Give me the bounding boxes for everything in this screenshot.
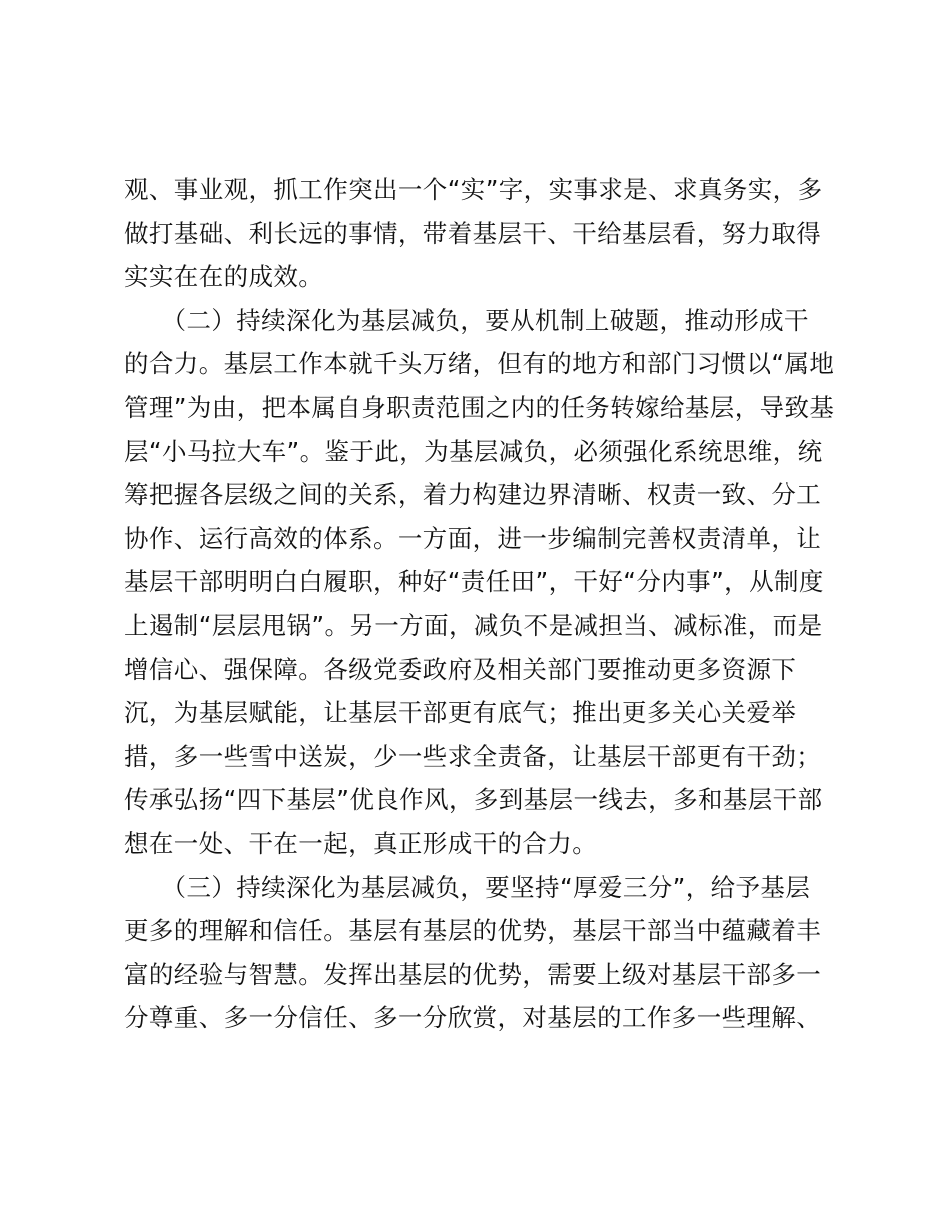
paragraph-3-start: （三）持续深化为基层减负，要坚持“厚爱三分”，给予基层 [124, 872, 811, 902]
text-line: 筹把握各层级之间的关系，着力构建边界清晰、权责一致、分工 [124, 480, 822, 510]
text-line: 观、事业观，抓工作突出一个“实”字，实事求是、求真务实，多 [124, 175, 823, 204]
text-line: 管理”为由，把本属自身职责范围之内的任务转嫁给基层，导致基 [124, 392, 835, 422]
body-text [124, 168, 844, 1040]
text-line: 分尊重、多一分信任、多一分欣赏，对基层的工作多一些理解、 [124, 1003, 822, 1033]
text-line: 协作、运行高效的体系。一方面，进一步编制完善权责清单，让 [124, 523, 822, 553]
text-line: 做打基础、利长远的事情，带着基层干、干给基层看，努力取得 [124, 218, 822, 248]
text-line: 想在一处、干在一起，真正形成干的合力。 [124, 828, 598, 858]
text-line: 措，多一些雪中送炭，少一些求全责备，让基层干部更有干劲； [124, 741, 822, 771]
text-line: 基层干部明明白白履职，种好“责任田”，干好“分内事”，从制度 [124, 567, 824, 597]
text-line: 上遏制“层层甩锅”。另一方面，减负不是减担当、减标准，而是 [124, 610, 823, 640]
text-line: 传承弘扬“四下基层”优良作风，多到基层一线去，多和基层干部 [124, 785, 823, 815]
text-line: 增信心、强保障。各级党委政府及相关部门要推动更多资源下 [124, 654, 797, 684]
text-line: 实实在在的成效。 [124, 262, 324, 292]
paragraph-2-start: （二）持续深化为基层减负，要从机制上破题，推动形成干 [124, 305, 809, 335]
text-line: 沉，为基层赋能，让基层干部更有底气；推出更多关心关爱举 [124, 698, 797, 728]
text-line: 更多的理解和信任。基层有基层的优势，基层干部当中蕴藏着丰 [124, 916, 822, 946]
text-line: 的合力。基层工作本就千头万绪，但有的地方和部门习惯以“属地 [124, 349, 835, 379]
text-line: 层“小马拉大车”。鉴于此，为基层减负，必须强化系统思维，统 [124, 436, 823, 466]
text-line: 富的经验与智慧。发挥出基层的优势，需要上级对基层干部多一 [124, 959, 822, 989]
